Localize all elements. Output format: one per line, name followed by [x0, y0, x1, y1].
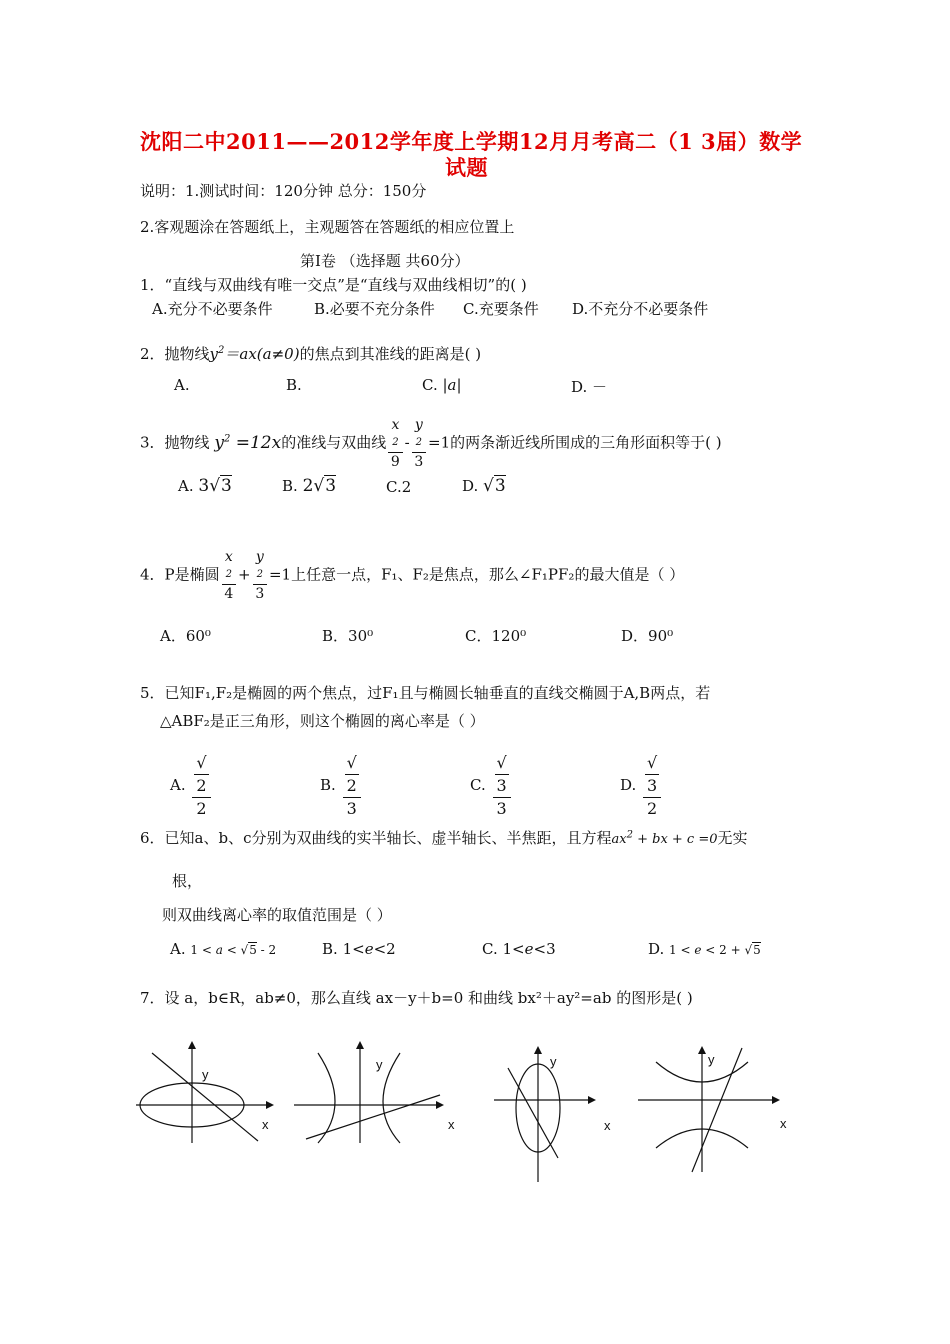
q5-option-a[interactable]: A. √ 2 2: [170, 752, 213, 820]
q6-equation: $ax^2$ + bx + c =0: [611, 829, 718, 847]
q7-d-x-label: x: [780, 1116, 787, 1131]
q6-line-1-post: 无实: [717, 829, 748, 847]
q7-c-y-label: y: [550, 1054, 557, 1069]
q3-stem-pre: 3．抛物线: [140, 433, 210, 452]
q4-option-d[interactable]: D．90⁰: [621, 627, 674, 645]
q3-option-c[interactable]: C.2: [386, 478, 412, 496]
section-heading: 第Ⅰ卷 （选择题 共60分）: [300, 252, 470, 270]
q7-figure-c[interactable]: [490, 1040, 630, 1190]
q5-option-a-label: A.: [170, 776, 186, 794]
q2-stem-pre: 2．抛物线: [140, 345, 210, 363]
q1-option-a[interactable]: A.充分不必要条件: [152, 300, 273, 318]
q5-option-d-label: D.: [620, 776, 637, 794]
q2-option-d[interactable]: D. －: [571, 378, 608, 396]
instructions-line-1: 说明：1.测试时间：120分钟 总分：150分: [140, 182, 427, 200]
q1-option-b[interactable]: B.必要不充分条件: [314, 300, 435, 318]
q3-stem-post: 的两条渐近线所围成的三角形面积等于( ): [450, 433, 722, 452]
q3-option-d-label: D.: [462, 477, 479, 495]
q6-line-3: 则双曲线离心率的取值范围是（ ）: [162, 906, 392, 924]
q5-option-d[interactable]: D. √ 3 2: [620, 752, 663, 820]
q2-stem-mid: 的焦点到其准线的距离是( ): [299, 345, 482, 363]
q7-figure-b[interactable]: [290, 1035, 470, 1145]
q7-figure-a[interactable]: [130, 1035, 290, 1145]
q3-parabola: $y^2 =12x$: [214, 432, 282, 453]
q3-frac-x: x 2 9: [388, 416, 402, 471]
q2-formula: $y^2=ax(a\ne 0)$: [209, 345, 300, 363]
q4-option-b[interactable]: B．30⁰: [322, 627, 374, 645]
q7-stem: 7．设 a，b∈R，ab≠0，那么直线 ax－y＋b=0 和曲线 bx²＋ay²=ab 的图形是( ): [140, 989, 693, 1007]
q4-stem-pre: 4．P是椭圆: [140, 565, 220, 584]
q2-option-c-label: C.: [422, 376, 438, 394]
q3-option-d[interactable]: D. √3: [462, 476, 506, 496]
q2-stem: [140, 343, 481, 364]
q3-stem-mid: 的准线与双曲线: [281, 433, 387, 452]
q4-frac-x: x 2 4: [222, 548, 236, 603]
q5-line-2: △ABF₂是正三角形，则这个椭圆的离心率是（ ）: [160, 712, 485, 730]
q3-stem: 3．抛物线 $y^2 =12x$的准线与双曲线 x 2 9 - y 2 3 =1的两条渐近线所围成的三角形面积等于( ): [140, 417, 722, 470]
q4-stem-post: 上任意一点，F₁、F₂是焦点，那么∠F₁PF₂的最大值是（ ）: [291, 565, 685, 584]
q3-option-a-label: A.: [178, 477, 194, 495]
instructions-line-2: 2.客观题涂在答题纸上，主观题答在答题纸的相应位置上: [140, 218, 515, 236]
q7-figure-d[interactable]: [636, 1040, 796, 1180]
q1-option-d[interactable]: D.不充分不必要条件: [572, 300, 709, 318]
q5-line-1: 5．已知F₁,F₂是椭圆的两个焦点，过F₁且与椭圆长轴垂直的直线交椭圆于A,B两点，若: [140, 684, 711, 702]
q6-option-b-label: B.: [322, 940, 338, 958]
q4-frac-y: y 2 3: [253, 548, 267, 603]
q4-option-c[interactable]: C．120⁰: [465, 627, 527, 645]
q2-option-b[interactable]: B.: [286, 376, 302, 394]
q1-option-c[interactable]: C.充要条件: [463, 300, 539, 318]
title-line-1: 沈阳二中2011——2012学年度上学期12月月考高二（1 3届）数学: [140, 129, 803, 154]
q5-option-b-label: B.: [320, 776, 336, 794]
q6-option-a[interactable]: A. 1 < a < √5 - 2: [170, 940, 277, 958]
q3-option-b-label: B.: [282, 477, 298, 495]
q5-option-b[interactable]: B. √ 2 3: [320, 752, 363, 820]
q5-option-c-label: C.: [470, 776, 486, 794]
q7-d-y-label: y: [708, 1052, 715, 1067]
q7-b-x-label: x: [448, 1117, 455, 1132]
q3-option-b[interactable]: B. 2√3: [282, 476, 337, 496]
q6-option-b[interactable]: B. 1<e<2: [322, 940, 396, 958]
q7-c-x-label: x: [604, 1118, 611, 1133]
q3-frac-y: y 2 3: [412, 416, 426, 471]
q3-option-a[interactable]: A. 3√3: [178, 476, 232, 496]
q7-a-y-label: y: [202, 1067, 209, 1082]
q4-stem: 4．P是椭圆 x 2 4 + y 2 3 =1上任意一点，F₁、F₂是焦点，那么∠F₁PF₂的最大值是（ ）: [140, 549, 685, 602]
q6-option-d-label: D.: [648, 940, 665, 958]
q6-line-1: [140, 827, 748, 848]
title-line-2: 试题: [445, 155, 488, 180]
q1-stem: 1．“直线与双曲线有唯一交点”是“直线与双曲线相切”的( ): [140, 276, 527, 294]
q6-option-c[interactable]: C. 1<e<3: [482, 940, 556, 958]
q4-option-a[interactable]: A．60⁰: [160, 627, 211, 645]
q7-b-y-label: y: [376, 1057, 383, 1072]
q2-option-a[interactable]: A.: [174, 376, 190, 394]
q6-option-c-label: C.: [482, 940, 498, 958]
q5-option-c[interactable]: C. √ 3 3: [470, 752, 513, 820]
q6-option-a-label: A.: [170, 940, 186, 958]
q7-a-x-label: x: [262, 1117, 269, 1132]
q6-line-1-pre: 6．已知a、b、c分别为双曲线的实半轴长、虚半轴长、半焦距，且方程: [140, 829, 612, 847]
q6-line-2: 根，: [172, 872, 203, 890]
q2-option-c[interactable]: C. |a|: [422, 376, 462, 394]
q6-option-d[interactable]: D. 1 < e < 2 + √5: [648, 940, 761, 958]
